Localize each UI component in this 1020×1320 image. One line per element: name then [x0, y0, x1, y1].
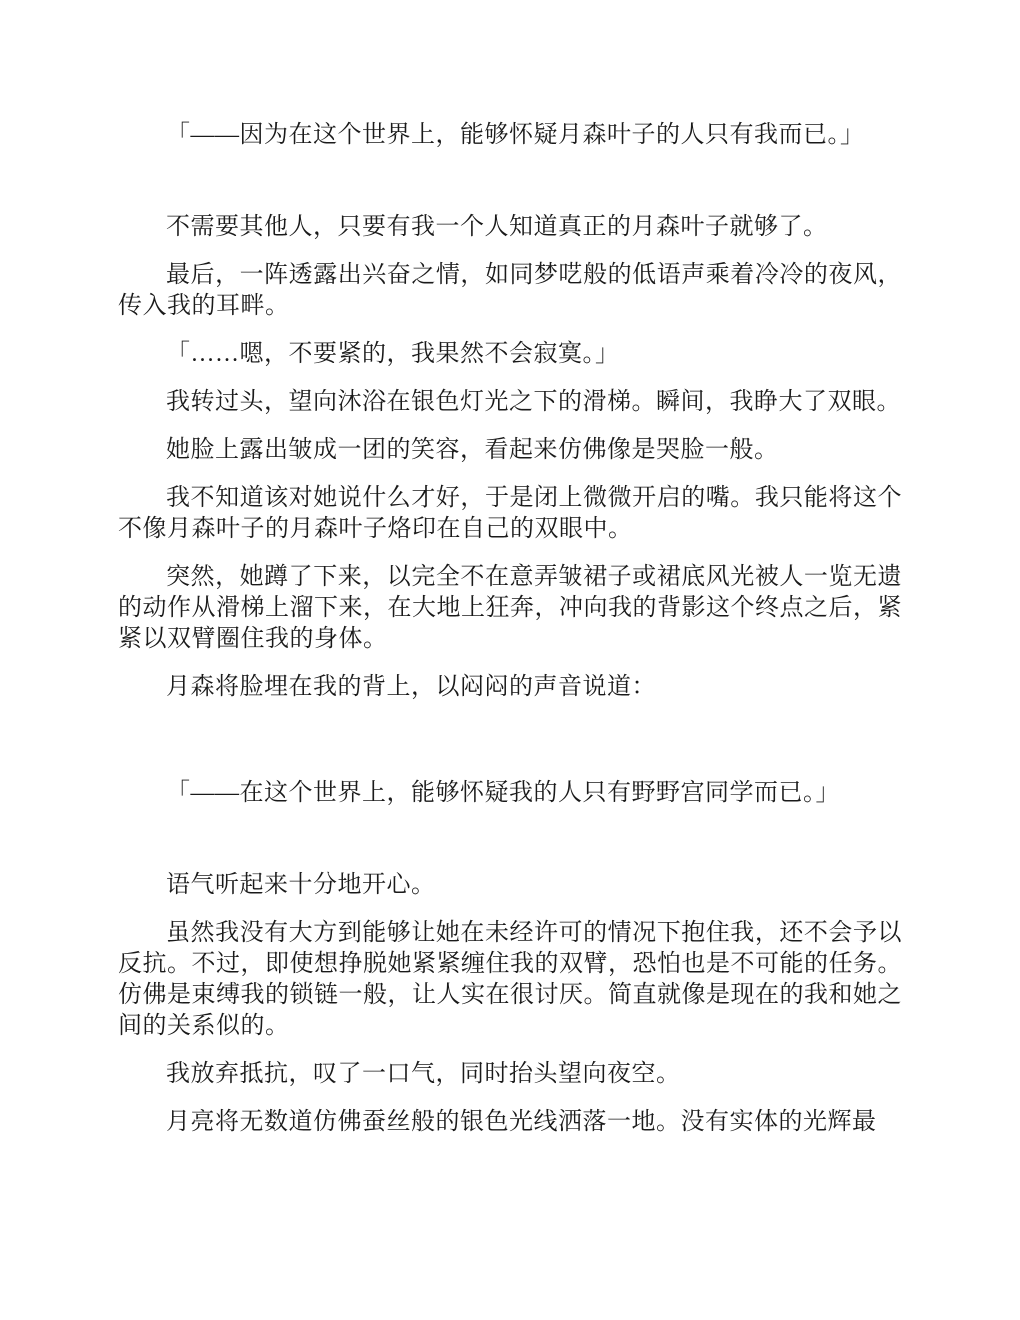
paragraph-11: 语气听起来十分地开心。 [166, 872, 436, 898]
paragraph-5: 我转过头，望向沐浴在银色灯光之下的滑梯。瞬间，我睁大了双眼。 [166, 389, 901, 415]
paragraph-7: 我不知道该对她说什么才好，于是闭上微微开启的嘴。我只能将这个不像月森叶子的月森叶子烙印在自己的双眼中。 [118, 485, 902, 542]
paragraph-6: 她脸上露出皱成一团的笑容，看起来仿佛像是哭脸一般。 [166, 437, 779, 463]
paragraph-9: 月森将脸埋在我的背上，以闷闷的声音说道： [166, 674, 656, 700]
paragraph-8: 突然，她蹲了下来，以完全不在意弄皱裙子或裙底风光被人一览无遗的动作从滑梯上溜下来，在大地上狂奔，冲向我的背影这个终点之后，紧紧以双臂圈住我的身体。 [118, 564, 902, 652]
paragraph-dialogue-10: 「——在这个世界上，能够怀疑我的人只有野野宫同学而已。」 [166, 780, 840, 806]
paragraph-13: 我放弃抵抗，叹了一口气，同时抬头望向夜空。 [166, 1061, 681, 1087]
paragraph-12: 虽然我没有大方到能够让她在未经许可的情况下抱住我，还不会予以反抗。不过，即使想挣脱她紧紧缠住我的双臂，恐怕也是不可能的任务。仿佛是束缚我的锁链一般，让人实在很讨厌。简直就像是现在的我和她之间的关系似的。 [118, 920, 902, 1039]
paragraph-2: 不需要其他人，只要有我一个人知道真正的月森叶子就够了。 [166, 214, 828, 240]
paragraph-14: 月亮将无数道仿佛蚕丝般的银色光线洒落一地。没有实体的光辉最 [166, 1109, 877, 1135]
paragraph-dialogue-4: 「……嗯，不要紧的，我果然不会寂寞。」 [166, 341, 620, 367]
paragraph-dialogue-1: 「——因为在这个世界上，能够怀疑月森叶子的人只有我而已。」 [166, 122, 865, 148]
paragraph-3: 最后，一阵透露出兴奋之情，如同梦呓般的低语声乘着冷冷的夜风，传入我的耳畔。 [118, 262, 902, 319]
